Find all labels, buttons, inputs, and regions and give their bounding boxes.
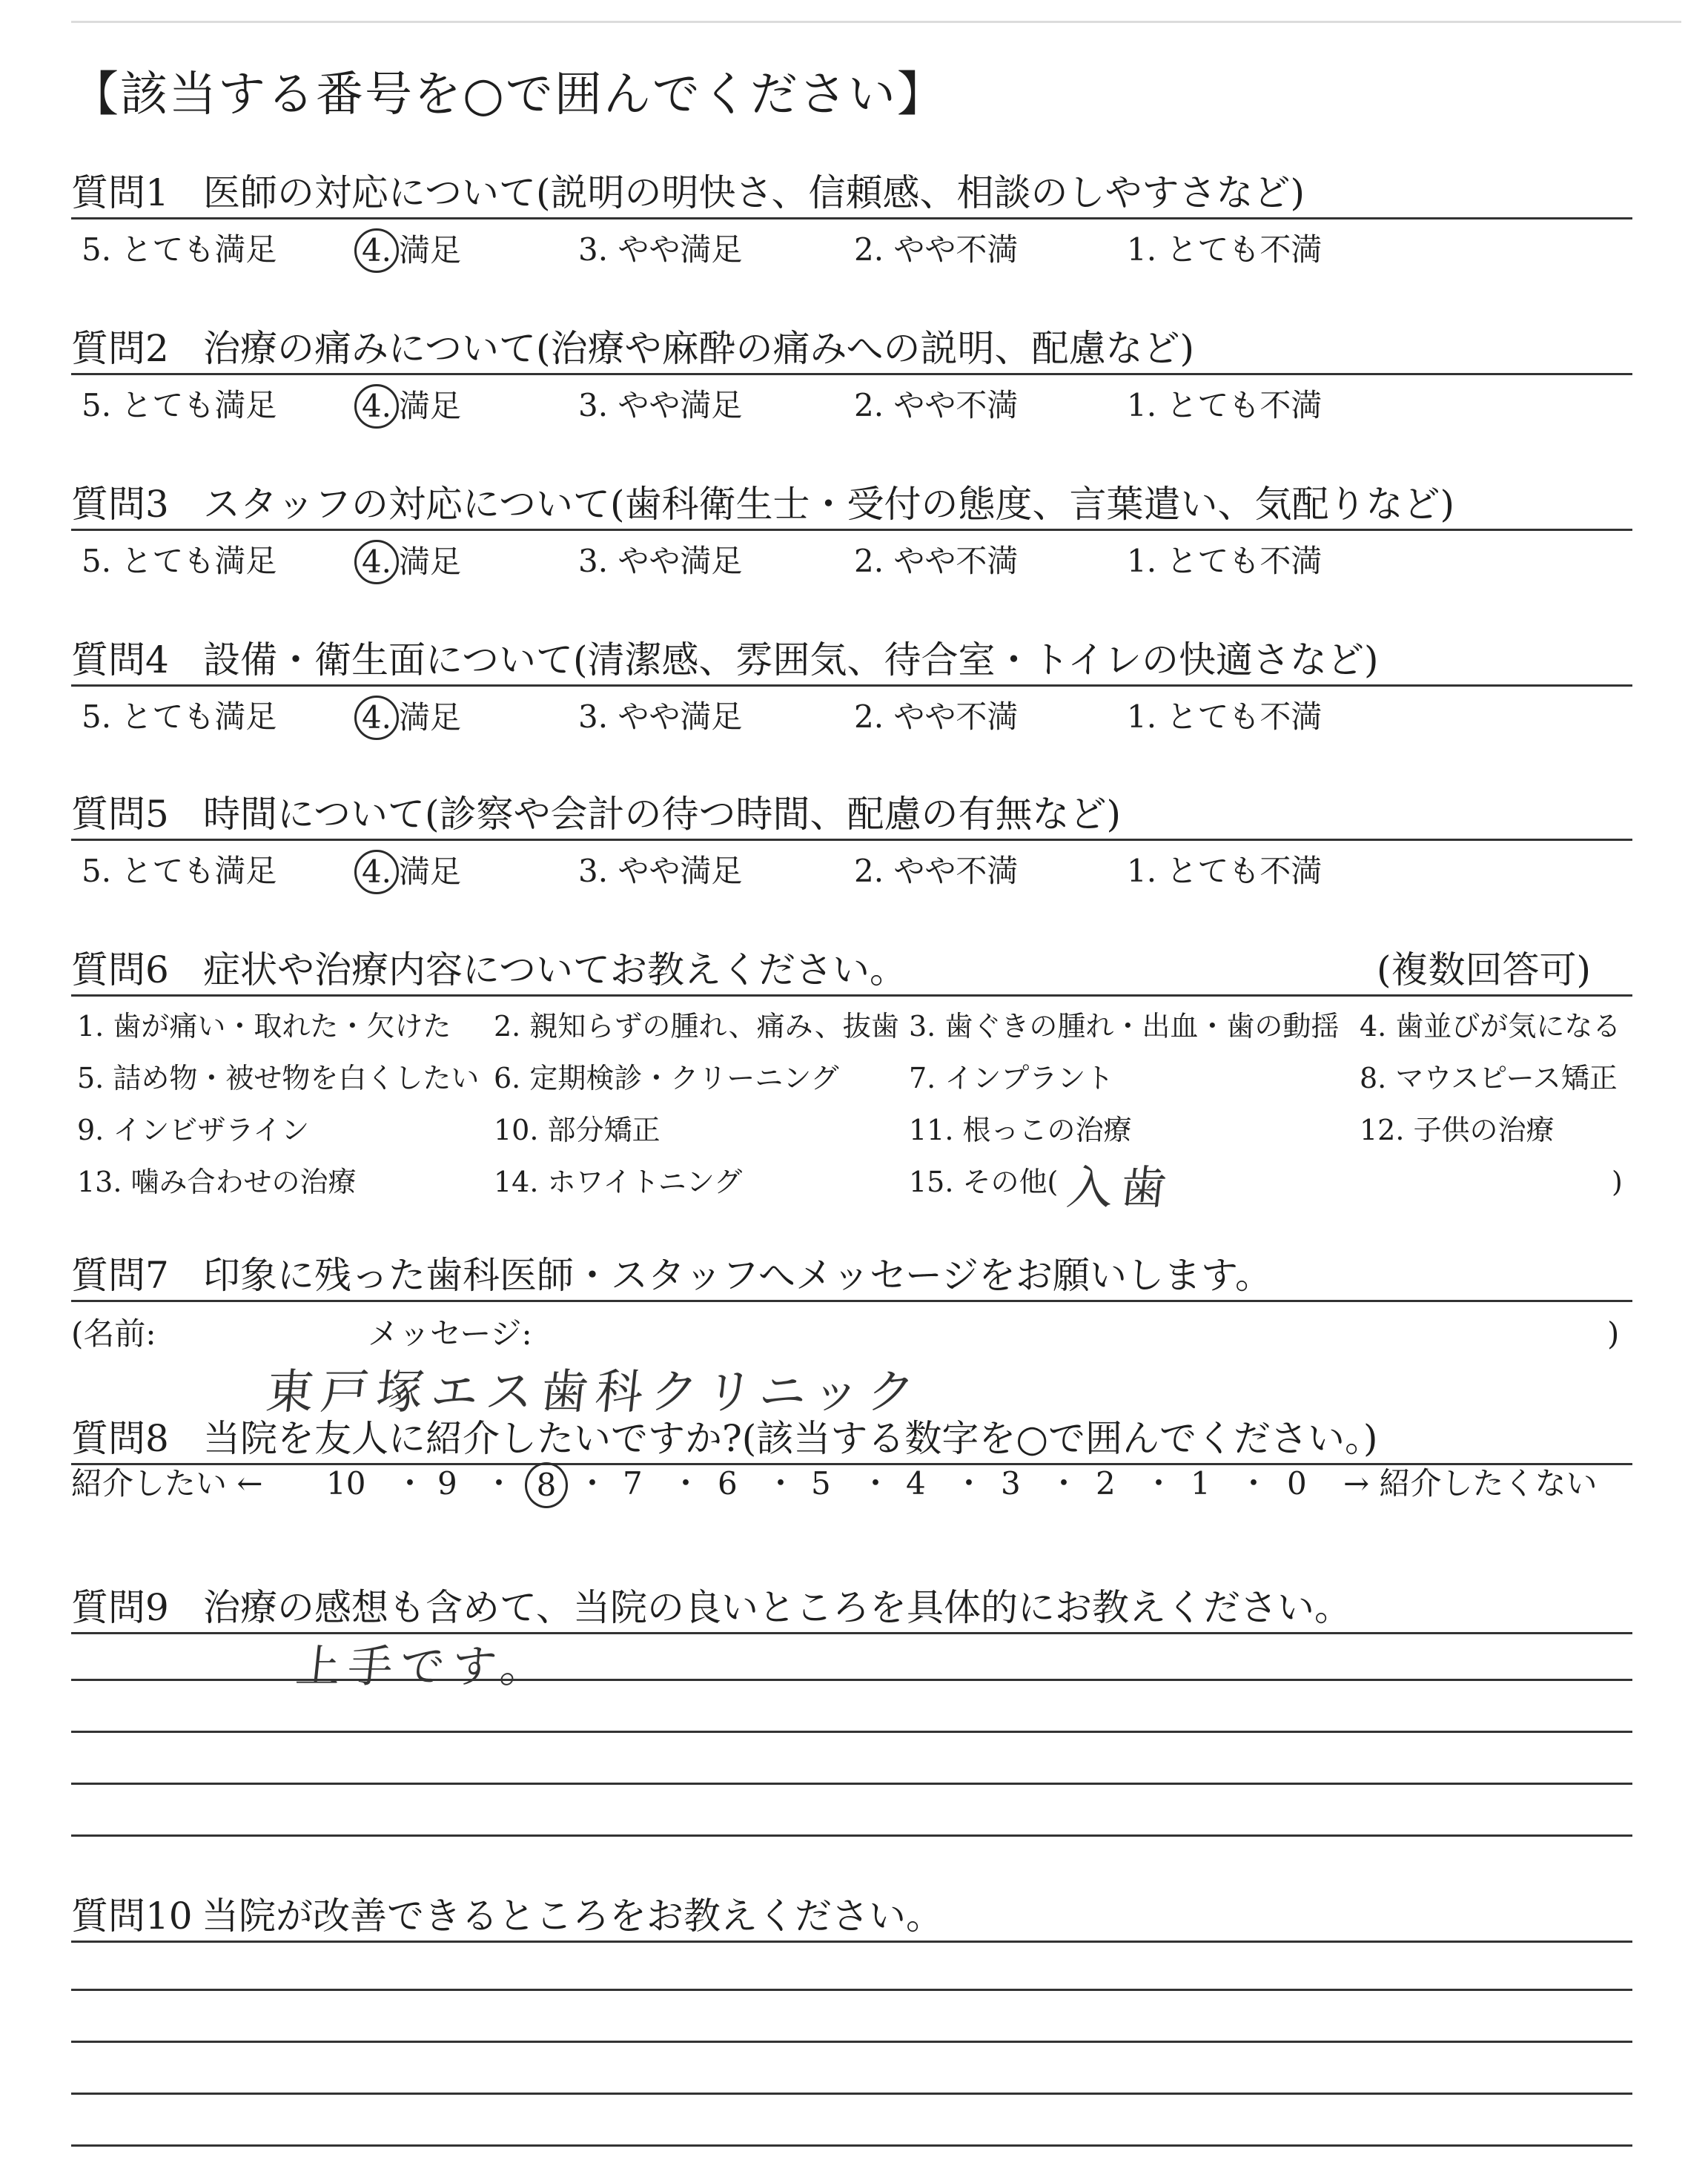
question-text: 印象に残った歯科医師・スタッフへメッセージをお願いします。 — [203, 1254, 1272, 1297]
question-number: 質問5 — [71, 793, 169, 836]
question-rule — [71, 1300, 1632, 1302]
question-text: 時間について(診察や会計の待つ時間、配慮の有無など) — [203, 793, 1122, 836]
option-5[interactable]: 5. とても満足 — [82, 387, 277, 423]
scale-value-6[interactable]: 6 — [718, 1465, 738, 1502]
scale-right-label: → 紹介したくない — [1343, 1465, 1598, 1502]
symptom-option-13[interactable]: 13. 噛み合わせの治療 — [77, 1166, 357, 1198]
scale-value-7[interactable]: 7 — [623, 1465, 643, 1502]
form-title: 【該当する番号を○で囲んでください】 — [71, 67, 946, 122]
message-close-paren: ) — [1607, 1315, 1620, 1352]
option-2[interactable]: 2. やや不満 — [854, 698, 1019, 735]
question-text: 症状や治療内容についてお教えください。 — [203, 948, 907, 991]
scale-value-1[interactable]: 1 — [1191, 1465, 1211, 1502]
scale-value-0[interactable]: 0 — [1287, 1465, 1307, 1502]
symptom-option-14[interactable]: 14. ホワイトニング — [494, 1166, 743, 1198]
option-4-selected[interactable]: 4. 満足 — [360, 543, 461, 584]
recommend-scale — [71, 1465, 1632, 1510]
question-number: 質問7 — [71, 1254, 169, 1297]
option-2[interactable]: 2. やや不満 — [854, 231, 1019, 268]
scale-separator: ・ — [953, 1465, 985, 1502]
scale-separator: ・ — [483, 1465, 515, 1502]
option-5[interactable]: 5. とても満足 — [82, 543, 277, 579]
question-4-header — [71, 627, 1632, 687]
symptom-option-1[interactable]: 1. 歯が痛い・取れた・欠けた — [77, 1010, 451, 1043]
answer-line — [71, 1679, 1632, 1681]
symptom-option-11[interactable]: 11. 根っこの治療 — [909, 1114, 1132, 1146]
question-text: 当院が改善できるところをお教えください。 — [202, 1895, 943, 1938]
symptom-option-12[interactable]: 12. 子供の治療 — [1360, 1114, 1555, 1146]
option-3[interactable]: 3. やや満足 — [578, 387, 743, 423]
name-label: (名前: — [71, 1315, 156, 1352]
question-8-header — [71, 1406, 1632, 1465]
option-1[interactable]: 1. とても不満 — [1127, 387, 1323, 423]
option-1[interactable]: 1. とても不満 — [1127, 543, 1323, 579]
scale-value-8-selected[interactable]: 8 — [525, 1462, 568, 1508]
question-2-header — [71, 316, 1632, 375]
scale-separator: ・ — [860, 1465, 892, 1502]
question-rule — [71, 1941, 1632, 1943]
question-5-header — [71, 782, 1632, 841]
symptom-option-3[interactable]: 3. 歯ぐきの腫れ・出血・歯の動揺 — [909, 1010, 1340, 1043]
scale-separator: ・ — [1048, 1465, 1080, 1502]
question-number: 質問4 — [71, 638, 169, 681]
scale-separator: ・ — [394, 1465, 426, 1502]
option-3[interactable]: 3. やや満足 — [578, 231, 743, 268]
message-label: メッセージ: — [368, 1315, 532, 1352]
scale-separator: ・ — [577, 1465, 609, 1502]
question-text: 設備・衛生面について(清潔感、雰囲気、待合室・トイレの快適さなど) — [203, 638, 1379, 681]
question-number: 質問6 — [71, 948, 169, 991]
question-10-header — [71, 1883, 1632, 1943]
option-1[interactable]: 1. とても不満 — [1127, 698, 1323, 735]
symptom-option-6[interactable]: 6. 定期検診・クリーニング — [494, 1062, 839, 1094]
option-5[interactable]: 5. とても満足 — [82, 231, 277, 268]
question-number: 質問9 — [71, 1586, 169, 1629]
scale-value-4[interactable]: 4 — [906, 1465, 926, 1502]
scale-value-9[interactable]: 9 — [437, 1465, 457, 1502]
symptom-option-9[interactable]: 9. インビザライン — [77, 1114, 310, 1146]
question-number: 質問8 — [71, 1417, 169, 1460]
symptom-option-7[interactable]: 7. インプラント — [909, 1062, 1114, 1094]
scale-separator: ・ — [670, 1465, 702, 1502]
option-4-selected[interactable]: 4. 満足 — [360, 853, 461, 894]
option-4-selected[interactable]: 4. 満足 — [360, 387, 461, 429]
scale-value-10[interactable]: 10 — [326, 1465, 366, 1502]
symptom-option-10[interactable]: 10. 部分矯正 — [494, 1114, 661, 1146]
symptom-option-8[interactable]: 8. マウスピース矯正 — [1360, 1062, 1618, 1094]
question-rule — [71, 684, 1632, 687]
option-5[interactable]: 5. とても満足 — [82, 853, 277, 889]
option-2[interactable]: 2. やや不満 — [854, 853, 1019, 889]
option-4-selected[interactable]: 4. 満足 — [360, 231, 461, 273]
question-text: 医師の対応について(説明の明快さ、信頼感、相談のしやすさなど) — [203, 171, 1305, 214]
answer-line — [71, 2093, 1632, 2095]
option-1[interactable]: 1. とても不満 — [1127, 853, 1323, 889]
top-rule — [71, 21, 1681, 23]
question-1-header — [71, 160, 1632, 219]
question-3-header — [71, 472, 1632, 531]
question-9-header — [71, 1575, 1632, 1634]
question-rule — [71, 529, 1632, 531]
option-1[interactable]: 1. とても不満 — [1127, 231, 1323, 268]
answer-line — [71, 2041, 1632, 2043]
other-handwritten-answer[interactable]: 入歯 — [1064, 1160, 1177, 1215]
option-2[interactable]: 2. やや不満 — [854, 387, 1019, 423]
question-text: 治療の感想も含めて、当院の良いところを具体的にお教えください。 — [203, 1586, 1351, 1629]
symptom-option-5[interactable]: 5. 詰め物・被せ物を白くしたい — [77, 1062, 480, 1094]
question-6-header — [71, 937, 1632, 997]
option-3[interactable]: 3. やや満足 — [578, 698, 743, 735]
multiple-answers-note: (複数回答可) — [1376, 948, 1591, 991]
question-number: 質問3 — [71, 483, 169, 526]
question-number: 質問1 — [71, 171, 169, 214]
scale-value-3[interactable]: 3 — [1001, 1465, 1021, 1502]
other-close-paren: ) — [1612, 1166, 1623, 1198]
scale-left-label: 紹介したい ← — [71, 1465, 263, 1502]
scale-separator: ・ — [1143, 1465, 1175, 1502]
question-text: 当院を友人に紹介したいですか?(該当する数字を○で囲んでください。) — [203, 1417, 1378, 1460]
symptom-option-15[interactable]: 15. その他( — [909, 1166, 1059, 1198]
option-3[interactable]: 3. やや満足 — [578, 853, 743, 889]
option-3[interactable]: 3. やや満足 — [578, 543, 743, 579]
answer-line — [71, 1731, 1632, 1733]
question-number: 質問2 — [71, 327, 169, 370]
question-7-header — [71, 1243, 1632, 1302]
answer-line — [71, 1834, 1632, 1837]
answer-line — [71, 1783, 1632, 1785]
message-handwritten-answer[interactable]: 東戸塚エス歯科クリニック — [263, 1365, 925, 1420]
good-points-handwritten-answer[interactable]: 上手です。 — [293, 1641, 555, 1693]
question-rule — [71, 839, 1632, 841]
question-rule — [71, 217, 1632, 219]
option-2[interactable]: 2. やや不満 — [854, 543, 1019, 579]
option-4-selected[interactable]: 4. 満足 — [360, 698, 461, 740]
question-rule — [71, 994, 1632, 997]
scale-value-5[interactable]: 5 — [811, 1465, 831, 1502]
question-number: 質問10 — [71, 1895, 193, 1938]
scale-value-2[interactable]: 2 — [1096, 1465, 1116, 1502]
answer-line — [71, 2144, 1632, 2147]
answer-line — [71, 1989, 1632, 1991]
symptom-option-2[interactable]: 2. 親知らずの腫れ、痛み、抜歯 — [494, 1010, 899, 1043]
symptom-option-4[interactable]: 4. 歯並びが気になる — [1360, 1010, 1621, 1043]
scale-separator: ・ — [765, 1465, 797, 1502]
scale-separator: ・ — [1238, 1465, 1270, 1502]
question-rule — [71, 373, 1632, 375]
option-5[interactable]: 5. とても満足 — [82, 698, 277, 735]
question-text: 治療の痛みについて(治療や麻酔の痛みへの説明、配慮など) — [203, 327, 1195, 370]
question-text: スタッフの対応について(歯科衛生士・受付の態度、言葉遣い、気配りなど) — [203, 483, 1455, 526]
